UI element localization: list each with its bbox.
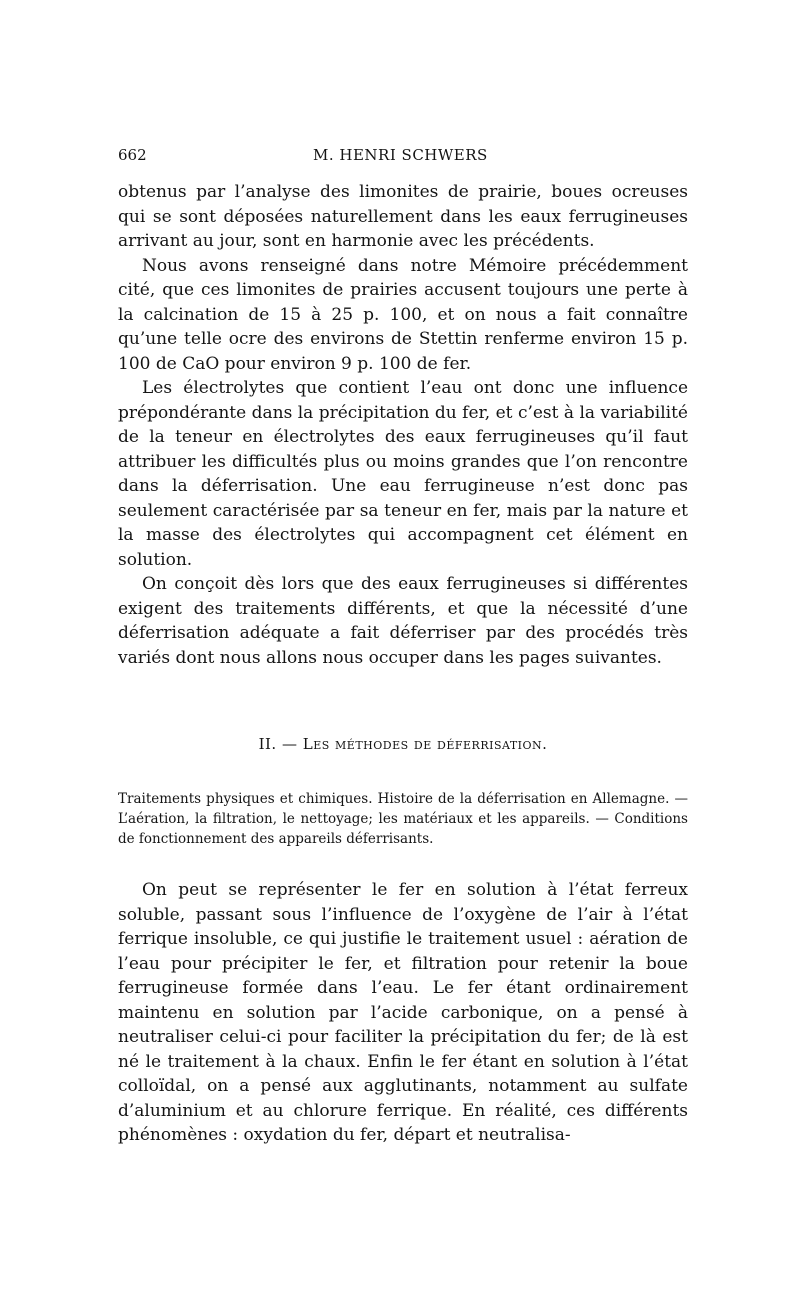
paragraph-continued: obtenus par l’analyse des limonites de prairie, boues ocreuses qui se sont déposées naturellement dans les eaux ferrugineuses arrivant au jour, sont en harmonie avec les précédents.	[118, 182, 688, 251]
paragraph: Nous avons renseigné dans notre Mémoire précédemment cité, que ces limonites de prairies accusent toujours une perte à la calcination de 15 à 25 p. 100, et on nous a fait connaître qu’une telle ocre des environs de Stettin renferme environ 15 p. 100 de CaO pour environ 9 p. 100 de fer.	[118, 255, 688, 374]
section-title: Les méthodes de déferrisation.	[302, 735, 548, 753]
running-header	[118, 146, 688, 170]
section-summary: Traitements physiques et chimiques. Histoire de la déferrisation en Allemagne. — L’aération, la filtration, le nettoyage; les matériaux et les appareils. — Conditions de fonctionnement des appareils déferrisants.	[118, 791, 688, 847]
paragraph: On conçoit dès lors que des eaux ferrugineuses si différentes exigent des traitements différents, et que la nécessité d’une déferrisation adéquate a fait déferriser par des procédés très variés dont nous allons nous occuper dans les pages suivantes.	[118, 574, 688, 668]
body-text-top	[118, 180, 688, 670]
paragraph: Les électrolytes que contient l’eau ont donc une influence prépondérante dans la précipitation du fer, et c’est à la variabilité de la teneur en électrolytes des eaux ferrugineuses qu’il faut attribuer les difficultés plus ou moins grandes que l’on rencontre dans la déferrisation. Une eau ferrugineuse n’est donc pas seulement caractérisée par sa teneur en fer, mais par la nature et la masse des électrolytes qui accompagnent cet élément en solution.	[118, 378, 688, 570]
page-number: 662	[118, 146, 147, 164]
paragraph: On peut se représenter le fer en solution à l’état ferreux soluble, passant sous l’influence de l’oxygène de l’air à l’état ferrique insoluble, ce qui justifie le traitement usuel : aération de l’eau pour précipiter le fer, et filtration pour retenir la boue ferrugineuse formée dans l’eau. Le fer étant ordinairement maintenu en solution par l’acide carbonique, on a pensé à neutraliser celui-ci pour faciliter la précipitation du fer; de là est né le traitement à la chaux. Enfin le fer étant en solution à l’état colloïdal, on a pensé aux agglutinants, notamment au sulfate d’aluminium et au chlorure ferrique. En réalité, ces différents phénomènes : oxydation du fer, départ et neutralisa-	[118, 880, 688, 1145]
body-text-bottom	[118, 878, 688, 1148]
section-number: II. —	[258, 735, 298, 753]
section-heading	[118, 735, 688, 753]
running-title: M. HENRI SCHWERS	[313, 146, 488, 164]
